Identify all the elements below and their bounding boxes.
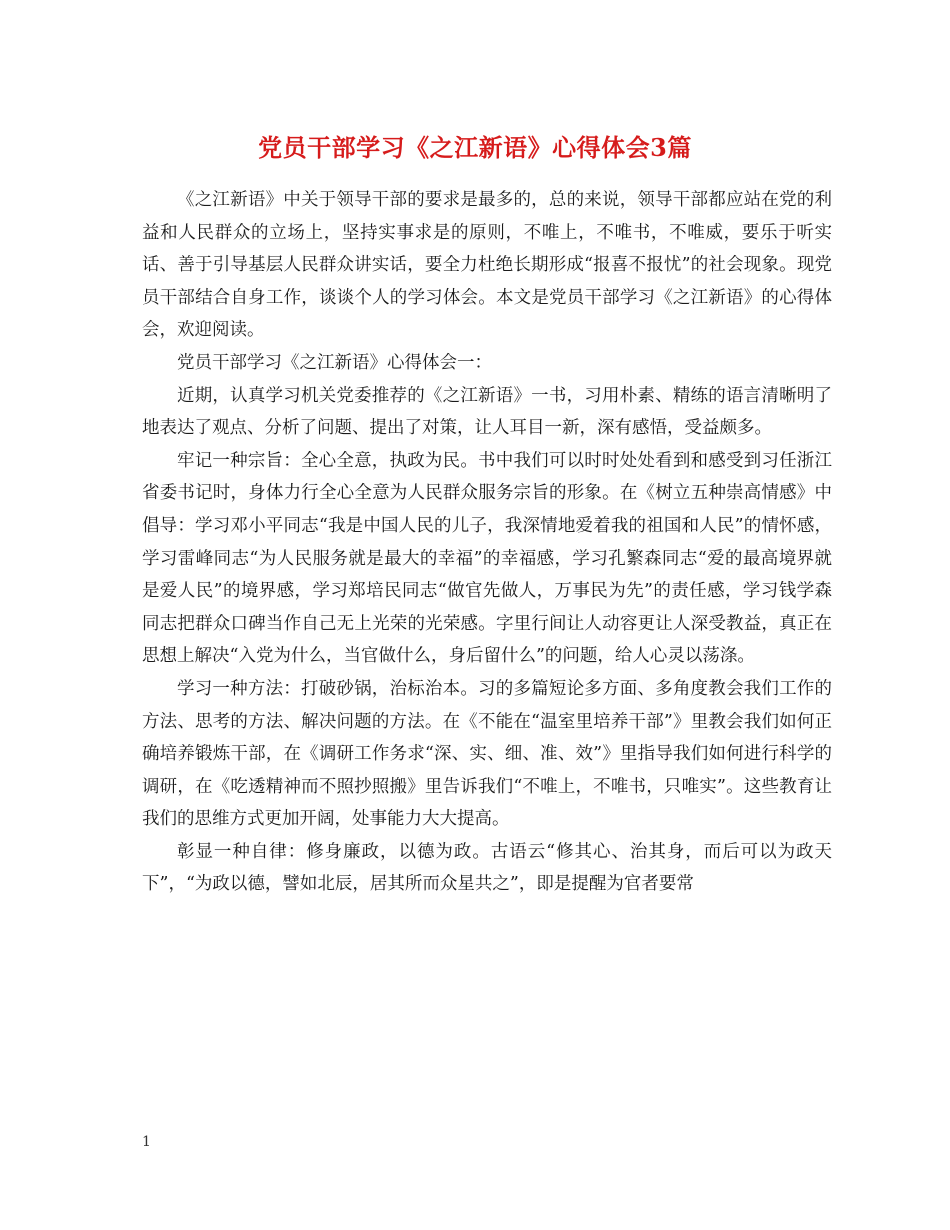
- paragraph-self-discipline: 彰显一种自律：修身廉政，以德为政。古语云“修其心、治其身，而后可以为政天下”，“为政以德，譬如北辰，居其所而众星共之”，即是提醒为官者要常: [142, 841, 832, 895]
- paragraph-intro: 《之江新语》中关于领导干部的要求是最多的，总的来说，领导干部都应站在党的利益和人民群众的立场上，坚持实事求是的原则，不唯上，不唯书，不唯威，要乐于听实话、善于引导基层人民群众讲实话，要全力杜绝长期形成“报喜不报忧”的社会现象。现党员干部结合自身工作，谈谈个人的学习体会。本文是党员干部学习《之江新语》的心得体会，欢迎阅读。: [142, 190, 832, 341]
- document-body: [142, 184, 832, 901]
- paragraph-purpose: 牢记一种宗旨：全心全意，执政为民。书中我们可以时时处处看到和感受到习任浙江省委书记时，身体力行全心全意为人民群众服务宗旨的形象。在《树立五种崇高情感》中倡导：学习邓小平同志“我是中国人民的儿子，我深情地爱着我的祖国和人民”的情怀感，学习雷峰同志“为人民服务就是最大的幸福”的幸福感，学习孔繁森同志“爱的最高境界就是爱人民”的境界感，学习郑培民同志“做官先做人，万事民为先”的责任感，学习钱学森同志把群众口碑当作自己无上光荣的光荣感。字里行间让人动容更让人深受教益，真正在思想上解决“入党为什么，当官做什么，身后留什么”的问题，给人心灵以荡涤。: [142, 450, 832, 667]
- paragraph-recent-study: 近期，认真学习机关党委推荐的《之江新语》一书，习用朴素、精练的语言清晰明了地表达了观点、分析了问题、提出了对策，让人耳目一新，深有感悟，受益颇多。: [142, 385, 832, 439]
- paragraph-method: 学习一种方法：打破砂锅，治标治本。习的多篇短论多方面、多角度教会我们工作的方法、思考的方法、解决问题的方法。在《不能在“温室里培养干部”》里教会我们如何正确培养锻炼干部，在《调研工作务求“深、实、细、准、效”》里指导我们如何进行科学的调研，在《吃透精神而不照抄照搬》里告诉我们“不唯上，不唯书，只唯实”。这些教育让我们的思维方式更加开阔，处事能力大大提高。: [142, 678, 832, 830]
- page-number: 1: [142, 1134, 151, 1150]
- document-title: 党员干部学习《之江新语》心得体会3篇: [258, 133, 692, 162]
- paragraph-section-heading: 党员干部学习《之江新语》心得体会一：: [177, 352, 492, 373]
